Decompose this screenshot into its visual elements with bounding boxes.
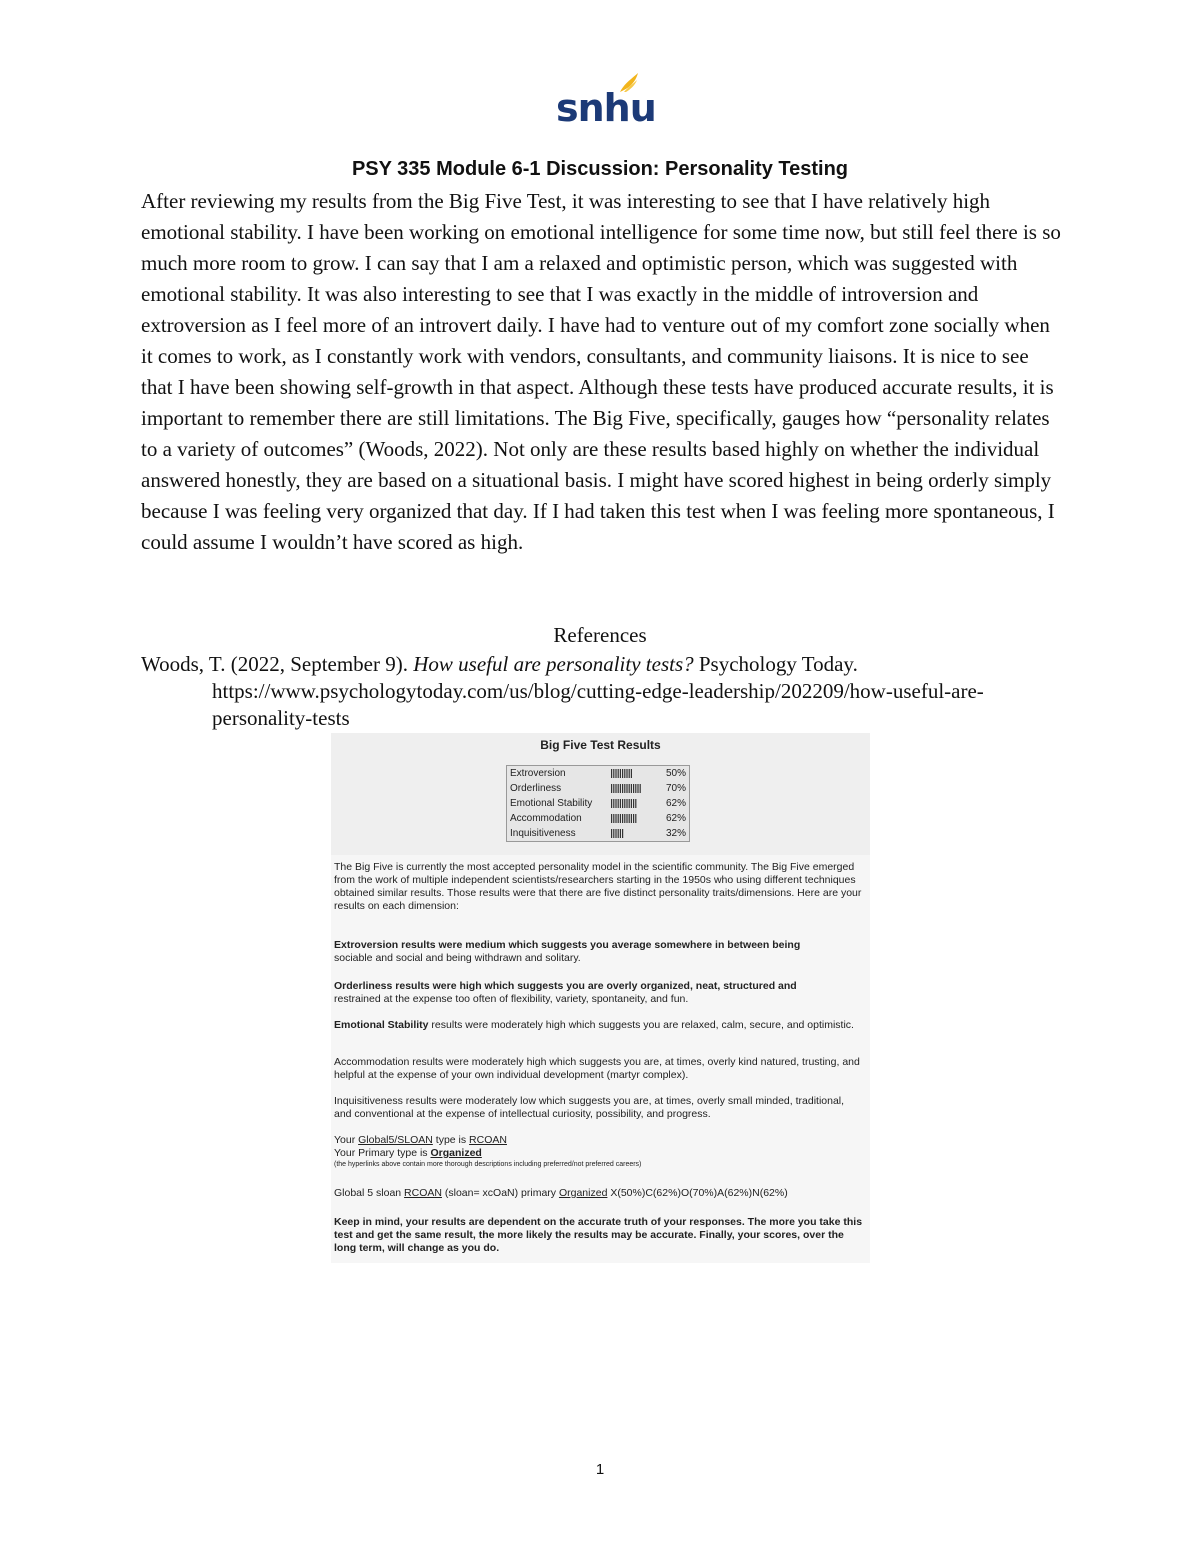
global-type-prefix: Your [334, 1134, 359, 1146]
references-heading: References [553, 623, 647, 647]
score-bar [610, 784, 656, 793]
score-bar-tick [635, 784, 636, 793]
results-title: Big Five Test Results [540, 738, 661, 752]
reference-publisher: Psychology Today. [693, 652, 858, 676]
score-row [507, 781, 689, 796]
score-bar-tick [622, 814, 623, 823]
global-type-line [334, 1134, 864, 1147]
score-bar-tick [613, 829, 614, 838]
summary-line [334, 1187, 864, 1200]
score-label: Emotional Stability [510, 798, 593, 809]
score-bar-tick [640, 784, 641, 793]
score-bar-tick [615, 769, 616, 778]
score-bar-tick [615, 814, 616, 823]
global-type-mid: type is [432, 1134, 470, 1146]
score-bar-tick [624, 784, 625, 793]
inquisitiveness-result: Inquisitiveness results were moderately low which suggests you are, at times, overly small minded, traditional, and conventional at the expense of intellectual curiosity, possibility, and progress. [334, 1095, 845, 1120]
results-intro: The Big Five is currently the most accepted personality model in the scientific community. The Big Five emerged from the work of multiple independent scientists/researchers starting in the 1950s who using different techniques obtained similar results. Those results were that there are five distinct personality traits/dimensions. Here are your results on each dimension: [334, 861, 862, 912]
score-bar-tick [618, 769, 619, 778]
score-bar [610, 814, 656, 823]
logo-text: snhu [556, 86, 656, 130]
score-bar-tick [631, 784, 632, 793]
score-bar-tick [620, 784, 621, 793]
page-title: PSY 335 Module 6-1 Discussion: Personality Testing [351, 158, 849, 180]
score-bar-tick [613, 769, 614, 778]
discussion-body: After reviewing my results from the Big Five Test, it was interesting to see that I have relatively high emotional stability. I have been working on emotional intelligence for some time now, but still feel there is so much more room to grow. I can say that I am a relaxed and optimistic person, which was suggested with emotional stability. It was also interesting to see that I was exactly in the middle of introversion and extroversion as I feel more of an introvert daily. I have had to venture out of my comfort zone socially when it comes to work, as I constantly work with vendors, consultants, and community liaisons. It is nice to see that I have been showing self-growth in that aspect. Although these tests have produced accurate results, it is important to remember there are still limitations. The Big Five, specifically, gauges how “personality relates to a variety of outcomes” (Woods, 2022). Not only are these results based highly on whether the individual answered honestly, they are based on a situational basis. I might have scored highest in being orderly simply because I was feeling very organized that day. If I had taken this test when I was feeling more spontaneous, I could assume I wouldn’t have scored as high. [141, 189, 1061, 554]
score-bar-tick [631, 799, 632, 808]
score-table [506, 765, 690, 842]
primary-type-link[interactable]: Organized [430, 1147, 482, 1159]
score-percent: 70% [665, 783, 686, 794]
emotional-stability-bold: Emotional Stability [334, 1019, 429, 1031]
score-bar-tick [622, 799, 623, 808]
score-bar-tick [635, 814, 636, 823]
keep-in-mind-text: Keep in mind, your results are dependent on the accurate truth of your responses. The more you take this test and get the same result, the more likely the results may be accurate. Finally, your scores, over the long term, will change as you do. [334, 1216, 863, 1254]
score-bar-tick [611, 784, 612, 793]
score-bar-tick [620, 769, 621, 778]
score-bar-tick [624, 799, 625, 808]
score-bar-tick [611, 814, 612, 823]
primary-type-prefix: Your Primary type is [334, 1147, 431, 1159]
score-row [507, 811, 689, 826]
score-label: Accommodation [510, 813, 582, 824]
score-bar-tick [624, 814, 625, 823]
page-number: 1 [595, 1461, 605, 1478]
score-label: Orderliness [510, 783, 562, 794]
score-bar-tick [629, 769, 630, 778]
score-label: Extroversion [510, 768, 566, 779]
score-percent: 62% [665, 813, 686, 824]
score-bar-tick [611, 769, 612, 778]
score-row [507, 796, 689, 811]
score-bar-tick [633, 799, 634, 808]
reference-author-date: Woods, T. (2022, September 9). [141, 652, 414, 676]
score-bar-tick [618, 829, 619, 838]
score-bar [610, 799, 656, 808]
score-bar-tick [629, 814, 630, 823]
score-bar-tick [613, 814, 614, 823]
score-bar [610, 769, 656, 778]
reference-entry [141, 651, 1061, 732]
score-bar-tick [629, 784, 630, 793]
score-bar-tick [611, 799, 612, 808]
score-bar-tick [629, 799, 630, 808]
score-bar-tick [631, 814, 632, 823]
score-bar-tick [633, 814, 634, 823]
score-bar-tick [622, 829, 623, 838]
summary-mid: (sloan= xcOaN) primary [441, 1187, 559, 1199]
score-bar-tick [613, 799, 614, 808]
score-bar [610, 829, 656, 838]
score-bar-tick [618, 814, 619, 823]
score-bar-tick [613, 784, 614, 793]
summary-scores: X(50%)C(62%)O(70%)A(62%)N(62%) [607, 1187, 788, 1199]
score-label: Inquisitiveness [510, 828, 576, 839]
global-type-link[interactable]: RCOAN [469, 1134, 507, 1146]
orderliness-result [334, 980, 864, 1006]
global5-sloan-link[interactable]: Global5/SLOAN [358, 1134, 433, 1146]
score-bar-tick [620, 799, 621, 808]
score-bar-tick [637, 784, 638, 793]
hyperlink-note: (the hyperlinks above contain more thorough descriptions including preferred/not preferred careers) [334, 1161, 642, 1168]
results-description [331, 855, 870, 1263]
extroversion-result [334, 939, 864, 965]
primary-type-line [334, 1147, 864, 1160]
score-bar-tick [626, 814, 627, 823]
summary-prefix: Global 5 sloan [334, 1187, 405, 1199]
extroversion-result-rest: sociable and social and being withdrawn and solitary. [334, 952, 581, 964]
orderliness-result-bold: Orderliness results were high which suggests you are overly organized, neat, structured and [334, 980, 797, 992]
score-percent: 62% [665, 798, 686, 809]
keep-in-mind-note [334, 1216, 864, 1255]
score-percent: 50% [665, 768, 686, 779]
score-bar-tick [635, 799, 636, 808]
score-bar-tick [626, 799, 627, 808]
extroversion-result-bold: Extroversion results were medium which suggests you average somewhere in between being [334, 939, 801, 951]
score-bar-tick [622, 784, 623, 793]
score-percent: 32% [665, 828, 686, 839]
snhu-logo [552, 72, 656, 132]
score-bar-tick [633, 784, 634, 793]
orderliness-result-rest: restrained at the expense too often of flexibility, variety, spontaneity, and fun. [334, 993, 689, 1005]
score-bar-tick [615, 799, 616, 808]
score-bar-tick [615, 784, 616, 793]
summary-type-link[interactable]: RCOAN [404, 1187, 442, 1199]
score-row [507, 766, 689, 781]
score-bar-tick [620, 829, 621, 838]
score-bar-tick [626, 769, 627, 778]
score-bar-tick [615, 829, 616, 838]
score-bar-tick [624, 769, 625, 778]
score-bar-tick [620, 814, 621, 823]
reference-url: https://www.psychologytoday.com/us/blog/cutting-edge-leadership/202209/how-useful-are-personality-tests [212, 679, 984, 730]
accommodation-result: Accommodation results were moderately high which suggests you are, at times, overly kind natured, trusting, and helpful at the expense of your own individual development (martyr complex). [334, 1056, 860, 1081]
score-bar-tick [631, 769, 632, 778]
reference-source-title: How useful are personality tests? [413, 652, 694, 676]
score-row [507, 826, 689, 841]
score-bar-tick [618, 799, 619, 808]
big-five-results-image [331, 733, 870, 1263]
emotional-stability-result [334, 1019, 864, 1032]
score-bar-tick [618, 784, 619, 793]
emotional-stability-rest: results were moderately high which suggests you are relaxed, calm, secure, and optimistic. [428, 1019, 854, 1031]
summary-primary-link[interactable]: Organized [558, 1187, 608, 1199]
score-bar-tick [611, 829, 612, 838]
score-bar-tick [622, 769, 623, 778]
score-bar-tick [626, 784, 627, 793]
